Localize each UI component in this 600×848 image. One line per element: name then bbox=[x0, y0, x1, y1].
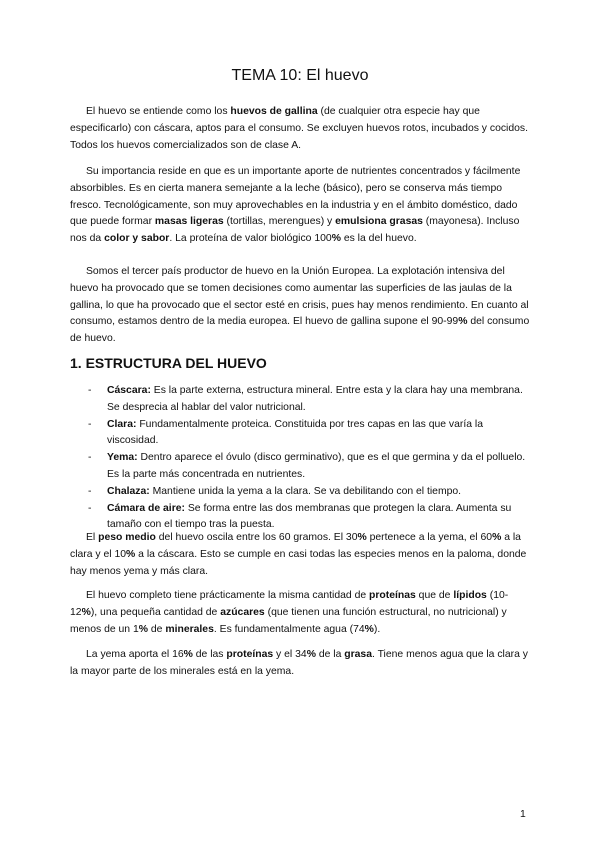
bold-text: grasa bbox=[344, 649, 372, 660]
bold-text: proteínas bbox=[226, 649, 274, 660]
text-run: (de cualquier otra especie hay que especificarlo) con cáscara, aptos para el consumo. Se excluyen huevos rotos, incubados y cocidos. Todos los huevos comercializados son de clase A. bbox=[70, 106, 529, 151]
text-run: La yema aporta el 16 bbox=[86, 649, 184, 660]
intro-paragraph-2 bbox=[70, 164, 533, 248]
bold-text: masas ligeras bbox=[154, 216, 224, 228]
document-title: TEMA 10: El huevo bbox=[231, 67, 369, 84]
intro-paragraph-3 bbox=[70, 264, 533, 348]
text-run: de bbox=[148, 623, 166, 635]
list-item-text bbox=[107, 419, 483, 447]
list-item-chalaza bbox=[70, 484, 533, 501]
bold-text: Cáscara: bbox=[107, 385, 151, 396]
text-run: (mayonesa). Incluso nos da bbox=[70, 216, 520, 245]
bold-text: lípidos bbox=[453, 590, 487, 601]
yolk-paragraph bbox=[70, 647, 533, 681]
text-run: Somos el tercer país productor de huevo en la Unión Europea. La explotación intensiva del huevo ha provocado que se tomen decisiones como aumentar las superficies de las jaulas de la gallina, lo que ha provocado que el sector esté en crisis, pues hay menos rendimiento. En cuanto al consumo, estamos dentro de la media europea. El huevo de gallina supone el 90-99 bbox=[70, 266, 529, 328]
text-run: (10-12 bbox=[70, 590, 509, 618]
text-run: El huevo se entiende como los bbox=[86, 106, 231, 117]
egg-structure-list bbox=[70, 383, 533, 534]
bold-text: % bbox=[492, 532, 502, 543]
text-run: Es la parte externa, estructura mineral. Entre esta y la clara hay una membrana. Se desprecia al hablar del valor nutricional. bbox=[107, 385, 523, 413]
bold-text: % bbox=[357, 532, 367, 543]
text-run: es la del huevo. bbox=[340, 233, 417, 245]
text-run: Su importancia reside en que es un importante aporte de nutrientes concentrados y fácilmente absorbibles. Es en cierta manera semejante a la leche (básico), pero se conserva más tiempo fresco. Tecnológicamente, son muy aprovechables en la industria y en el ámbito doméstico, dado que puede formar bbox=[70, 166, 521, 228]
text-run: . La proteína de valor biológico 100 bbox=[169, 233, 332, 245]
weight-paragraph bbox=[70, 530, 533, 580]
list-item-text bbox=[107, 385, 523, 413]
text-run: del consumo de huevo. bbox=[70, 316, 530, 345]
text-run: a la cáscara. Esto se cumple en casi todas las especies menos en la paloma, donde hay menos yema y más clara. bbox=[70, 548, 527, 577]
bold-text: emulsiona grasas bbox=[335, 216, 423, 228]
bullet-dash: - bbox=[88, 502, 92, 514]
text-run: ). bbox=[373, 623, 381, 635]
bullet-dash: - bbox=[88, 452, 92, 464]
composition-paragraph bbox=[70, 588, 533, 638]
bold-text: % bbox=[138, 623, 148, 635]
text-run: y el 34 bbox=[273, 649, 307, 660]
bold-text: Cámara de aire: bbox=[107, 502, 185, 514]
text-run: del huevo oscila entre los 60 gramos. El 30 bbox=[155, 532, 358, 543]
bold-text: % bbox=[126, 548, 136, 560]
list-item-text bbox=[107, 486, 461, 497]
text-run: ), una pequeña cantidad de bbox=[90, 606, 221, 618]
text-run: . Tiene menos agua que la clara y la mayor parte de los minerales está en la yema. bbox=[70, 649, 528, 677]
text-run: a la clara y el 10 bbox=[70, 532, 521, 560]
text-run: pertenece a la yema, el 60 bbox=[366, 532, 493, 543]
bold-text: % bbox=[81, 606, 91, 618]
text-run: de las bbox=[192, 649, 227, 660]
text-run: El huevo completo tiene prácticamente la misma cantidad de bbox=[86, 590, 370, 601]
bold-text: Chalaza: bbox=[107, 485, 150, 497]
bold-text: % bbox=[331, 233, 341, 245]
text-run: de la bbox=[315, 649, 345, 660]
bold-text: % bbox=[458, 316, 468, 328]
text-run: Se forma entre las dos membranas que protegen la clara. Aumenta su tamaño con el tiempo tras la puesta. bbox=[107, 502, 512, 531]
text-run: (que tienen una función estructural, no nutricional) y menos de un 1 bbox=[70, 606, 507, 635]
list-item-text bbox=[107, 452, 525, 480]
bold-text: Clara: bbox=[107, 418, 137, 430]
bold-text: color y sabor bbox=[104, 233, 170, 245]
bold-text: % bbox=[183, 649, 193, 660]
list-item-cascara bbox=[70, 383, 533, 417]
bold-text: % bbox=[364, 623, 374, 635]
bullet-dash: - bbox=[88, 485, 92, 497]
bold-text: peso medio bbox=[98, 532, 156, 543]
section-heading-structure: 1. ESTRUCTURA DEL HUEVO bbox=[70, 355, 267, 371]
list-item-clara bbox=[70, 417, 533, 451]
text-run: Dentro aparece el óvulo (disco germinativo), que es el que germina y da el polluelo. Es la parte más concentrada en nutrientes. bbox=[107, 452, 526, 480]
bullet-dash: - bbox=[88, 385, 92, 396]
text-run: Mantiene unida la yema a la clara. Se va debilitando con el tiempo. bbox=[149, 485, 462, 497]
list-item-text bbox=[107, 503, 511, 531]
text-run: . Es fundamentalmente agua (74 bbox=[213, 623, 365, 635]
text-run: El bbox=[86, 532, 99, 543]
bold-text: huevos de gallina bbox=[230, 106, 318, 117]
bold-text: Yema: bbox=[107, 452, 138, 464]
bold-text: proteínas bbox=[369, 590, 416, 601]
bullet-dash: - bbox=[88, 418, 92, 430]
bold-text: azúcares bbox=[220, 606, 265, 618]
text-run: (tortillas, merengues) y bbox=[223, 216, 336, 228]
text-run: que de bbox=[415, 590, 454, 601]
bold-text: % bbox=[306, 649, 316, 660]
bold-text: minerales bbox=[165, 623, 214, 635]
text-run: Fundamentalmente proteica. Constituida por tres capas en las que varía la viscosidad. bbox=[107, 418, 484, 447]
intro-paragraph-1 bbox=[70, 104, 533, 154]
page-number: 1 bbox=[520, 809, 526, 820]
list-item-yema bbox=[70, 450, 533, 484]
